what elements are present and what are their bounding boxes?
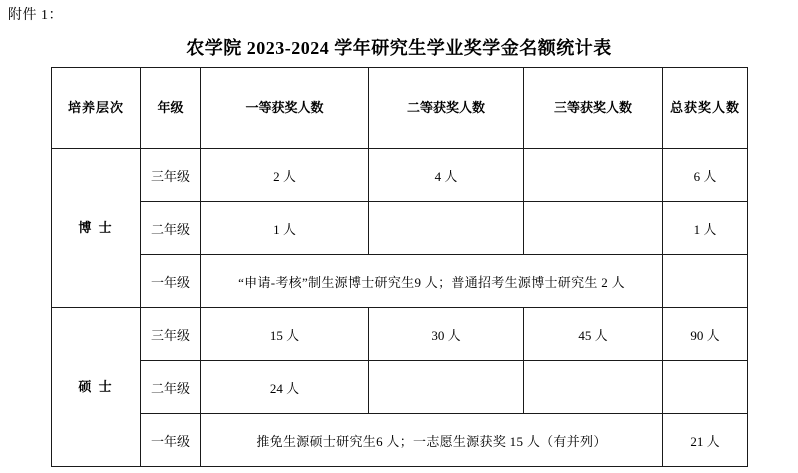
level-cell-master: 硕 士	[52, 308, 141, 467]
total-count: 1 人	[663, 202, 748, 255]
first-prize-count: 1 人	[201, 202, 369, 255]
grade-cell: 三年级	[141, 149, 201, 202]
total-count	[663, 255, 748, 308]
table-row	[52, 149, 748, 202]
grade-cell: 一年级	[141, 255, 201, 308]
second-prize-count: 4 人	[369, 149, 524, 202]
first-year-note: “申请-考核”制生源博士研究生9 人；普通招考生源博士研究生 2 人	[201, 255, 663, 308]
second-prize-count	[369, 361, 524, 414]
third-prize-count	[524, 149, 663, 202]
total-count: 90 人	[663, 308, 748, 361]
total-count: 21 人	[663, 414, 748, 467]
table-row	[52, 361, 748, 414]
third-prize-count: 45 人	[524, 308, 663, 361]
table-row	[52, 308, 748, 361]
header-cell-total: 总获奖人数	[663, 68, 748, 149]
table-row	[52, 414, 748, 467]
header-cell-third-prize: 三等获奖人数	[524, 68, 663, 149]
third-prize-count	[524, 361, 663, 414]
table-row	[52, 202, 748, 255]
table-row	[52, 255, 748, 308]
first-year-note: 推免生源硕士研究生6 人；一志愿生源获奖 15 人（有并列）	[201, 414, 663, 467]
first-prize-count: 15 人	[201, 308, 369, 361]
total-count	[663, 361, 748, 414]
header-cell-level: 培养层次	[52, 68, 141, 149]
second-prize-count	[369, 202, 524, 255]
first-prize-count: 2 人	[201, 149, 369, 202]
first-prize-count: 24 人	[201, 361, 369, 414]
header-cell-first-prize: 一等获奖人数	[201, 68, 369, 149]
grade-cell: 二年级	[141, 202, 201, 255]
grade-cell: 一年级	[141, 414, 201, 467]
grade-cell: 二年级	[141, 361, 201, 414]
second-prize-count: 30 人	[369, 308, 524, 361]
table-header-row	[52, 68, 748, 149]
scholarship-statistics-table	[51, 67, 748, 467]
page-title: 农学院 2023-2024 学年研究生学业奖学金名额统计表	[186, 38, 612, 58]
header-cell-second-prize: 二等获奖人数	[369, 68, 524, 149]
header-cell-grade: 年级	[141, 68, 201, 149]
level-cell-doctor: 博 士	[52, 149, 141, 308]
third-prize-count	[524, 202, 663, 255]
attachment-label: 附件 1：	[8, 8, 63, 23]
total-count: 6 人	[663, 149, 748, 202]
grade-cell: 三年级	[141, 308, 201, 361]
